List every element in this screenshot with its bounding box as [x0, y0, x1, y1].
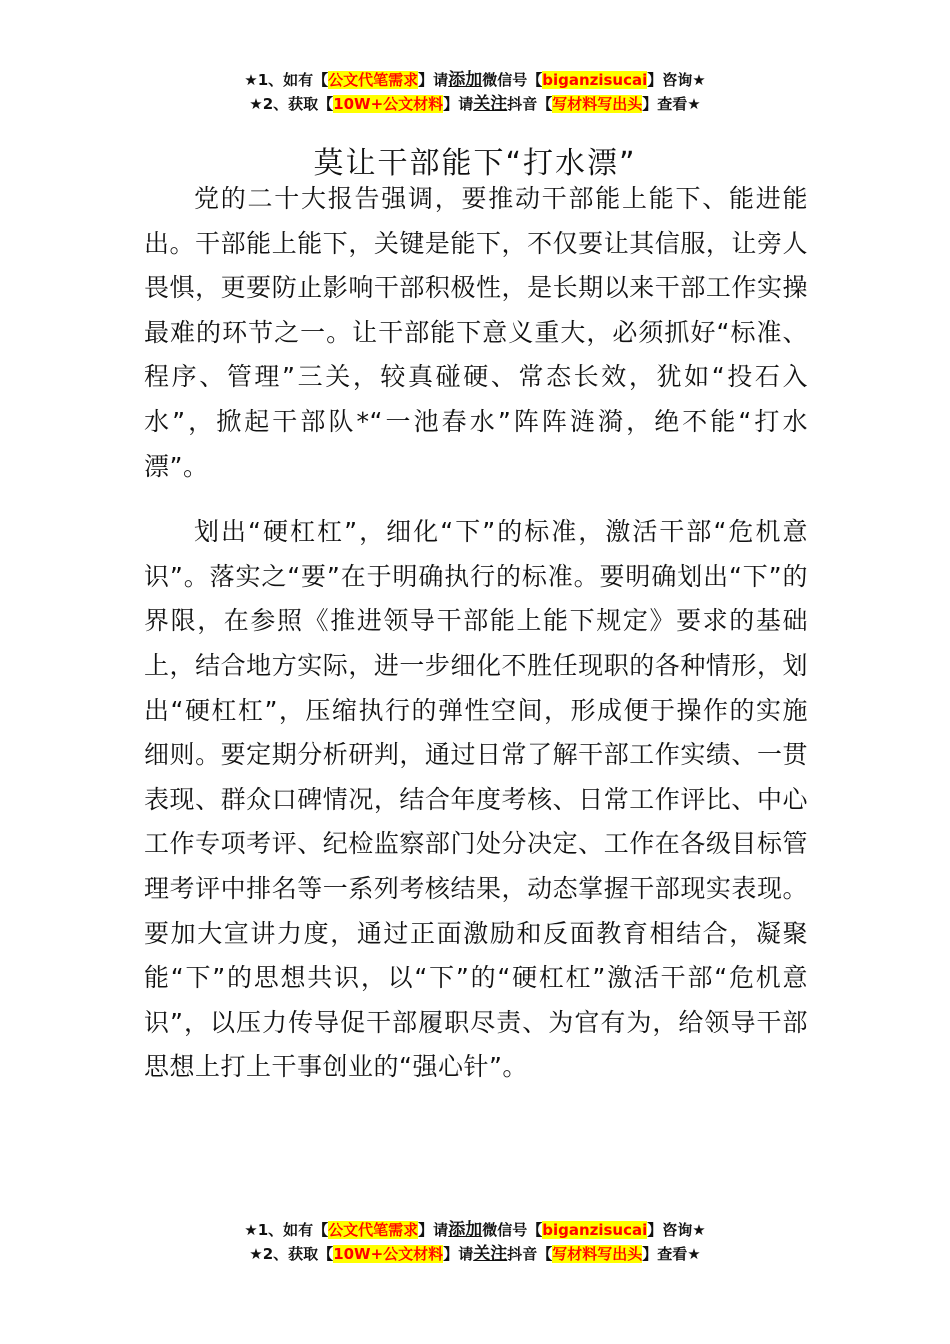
promo-banner-bottom — [0, 1218, 950, 1266]
promo-materials-highlight: 10W+公文材料 — [333, 1245, 444, 1263]
promo-line-1-mid2: 微信号【 — [482, 1221, 543, 1239]
promo-add-underlined: 添加 — [448, 70, 483, 90]
promo-add-underlined: 添加 — [448, 1220, 483, 1240]
promo-line-1-suffix: 】咨询★ — [647, 71, 706, 89]
promo-line-2 — [0, 1242, 950, 1266]
promo-line-1-prefix: ★1、如有【 — [244, 1221, 329, 1239]
promo-line-2-suffix: 】查看★ — [642, 95, 701, 113]
promo-line-2-prefix: ★2、获取【 — [249, 1245, 334, 1263]
promo-line-2-mid2: 抖音【 — [507, 95, 553, 113]
promo-service-highlight: 公文代笔需求 — [328, 71, 419, 89]
promo-line-1-mid1: 】请 — [418, 1221, 449, 1239]
promo-line-2-mid1: 】请 — [443, 1245, 474, 1263]
promo-line-2-prefix: ★2、获取【 — [249, 95, 334, 113]
promo-line-2-mid2: 抖音【 — [507, 1245, 553, 1263]
promo-line-1-mid1: 】请 — [418, 71, 449, 89]
promo-line-1-suffix: 】咨询★ — [647, 1221, 706, 1239]
article-paragraph-1: 党的二十大报告强调，要推动干部能上能下、能进能出。干部能上能下，关键是能下，不仅要让其信服，让旁人畏惧，更要防止影响干部积极性，是长期以来干部工作实操最难的环节之一。让干部能下意义重大，必须抓好“标准、程序、管理”三关，较真碰硬、常态长效，犹如“投石入水”，掀起干部队*“一池春水”阵阵涟漪，绝不能“打水漂”。 — [144, 184, 808, 481]
promo-line-1-prefix: ★1、如有【 — [244, 71, 329, 89]
promo-wechat-id: biganzisucai — [542, 1221, 648, 1239]
promo-line-2-mid1: 】请 — [443, 95, 474, 113]
article-body — [144, 177, 808, 1090]
article-title: 莫让干部能下“打水漂” — [313, 146, 637, 182]
promo-banner-top — [0, 68, 950, 116]
promo-line-1-mid2: 微信号【 — [482, 71, 543, 89]
promo-douyin-id: 写材料写出头 — [552, 1245, 643, 1263]
promo-line-1 — [0, 1218, 950, 1242]
promo-follow-underlined: 关注 — [473, 94, 508, 114]
promo-line-1 — [0, 68, 950, 92]
promo-materials-highlight: 10W+公文材料 — [333, 95, 444, 113]
promo-follow-underlined: 关注 — [473, 1244, 508, 1264]
promo-wechat-id: biganzisucai — [542, 71, 648, 89]
promo-douyin-id: 写材料写出头 — [552, 95, 643, 113]
article-paragraph-2: 划出“硬杠杠”，细化“下”的标准，激活干部“危机意识”。落实之“要”在于明确执行的标准。要明确划出“下”的界限，在参照《推进领导干部能上能下规定》要求的基础上，结合地方实际，进一步细化不胜任现职的各种情形，划出“硬杠杠”，压缩执行的弹性空间，形成便于操作的实施细则。要定期分析研判，通过日常了解干部工作实绩、一贯表现、群众口碑情况，结合年度考核、日常工作评比、中心工作专项考评、纪检监察部门处分决定、工作在各级目标管理考评中排名等一系列考核结果，动态掌握干部现实表现。要加大宣讲力度，通过正面激励和反面教育相结合，凝聚能“下”的思想共识，以“下”的“硬杠杠”激活干部“危机意识”，以压力传导促干部履职尽责、为官有为，给领导干部思想上打上干事创业的“强心针”。 — [144, 517, 808, 1082]
promo-line-2 — [0, 92, 950, 116]
promo-service-highlight: 公文代笔需求 — [328, 1221, 419, 1239]
promo-line-2-suffix: 】查看★ — [642, 1245, 701, 1263]
